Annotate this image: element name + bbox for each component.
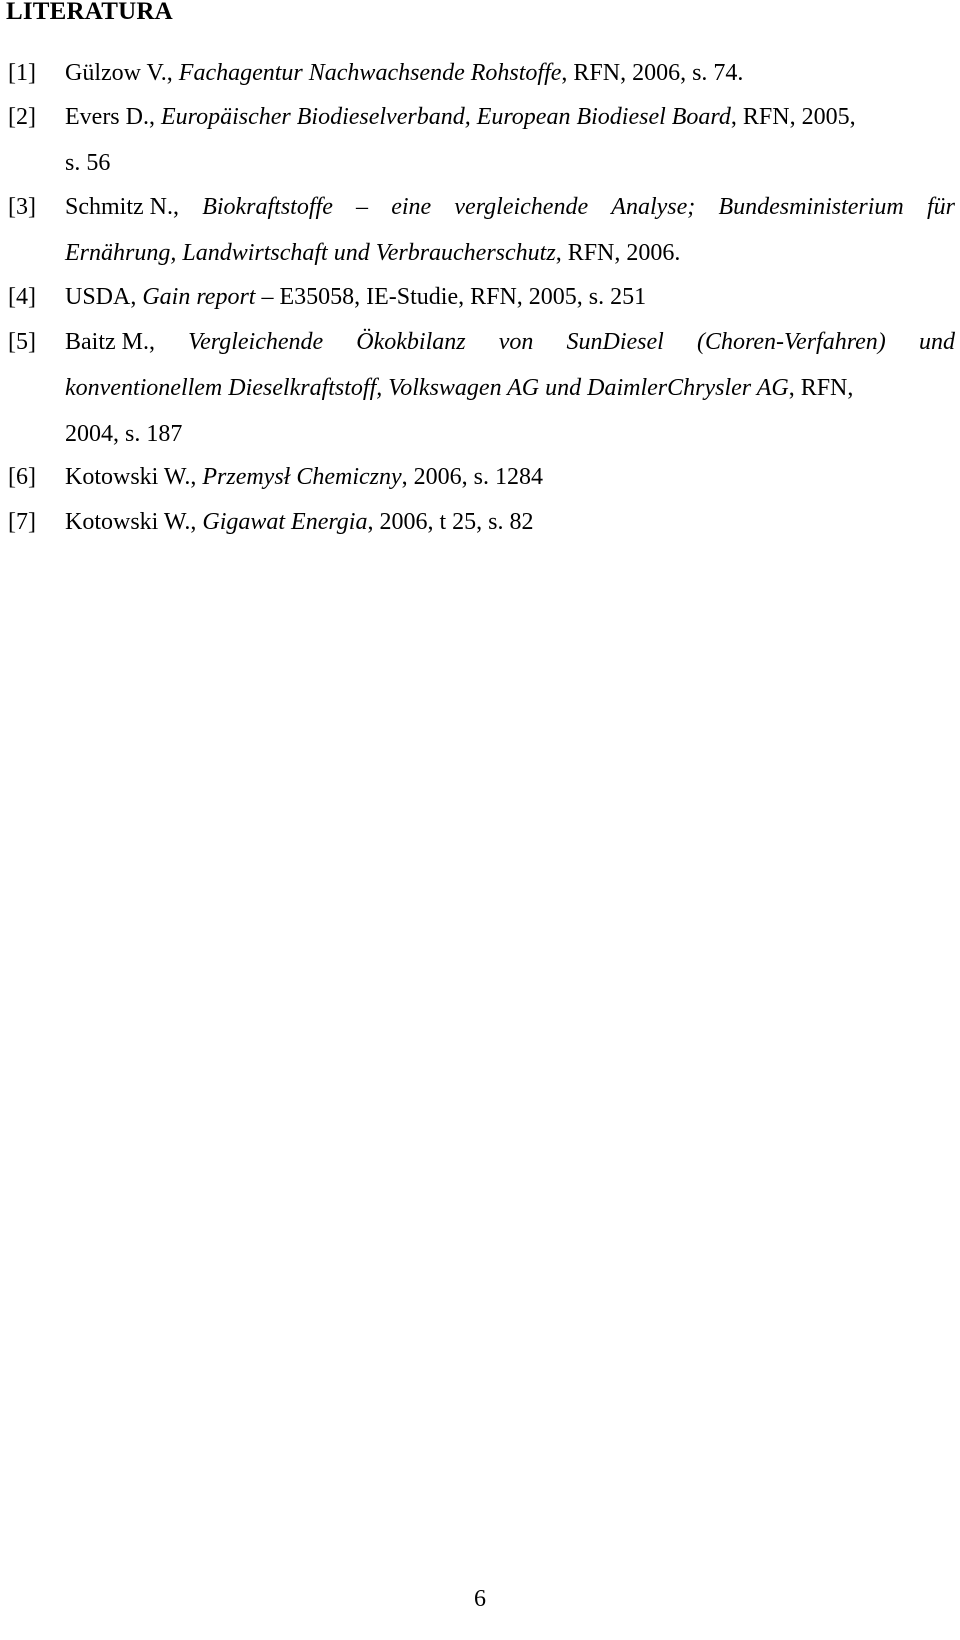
reference-title-word: von (498, 329, 534, 355)
reference-details: , RFN, 2006. (555, 240, 681, 266)
reference-author: Gülzow V., (65, 60, 173, 86)
reference-details: , RFN, 2005, (730, 104, 856, 130)
reference-title-word: eine (391, 194, 432, 220)
reference-body (65, 454, 955, 500)
reference-title-word: Ökokbilanz (356, 329, 466, 355)
reference-title: Fachagentur Nachwachsende Rohstoffe (178, 60, 562, 86)
reference-title-word: Vergleichende (188, 329, 324, 355)
reference-title-word: (Choren-Verfahren) (696, 329, 886, 355)
reference-number: [5] (8, 329, 36, 355)
reference-details: , 2006, t 25, s. 82 (367, 509, 534, 535)
reference-author: Baitz M., (65, 329, 155, 355)
reference-title: Gigawat Energia (202, 509, 368, 535)
reference-details: , RFN, (788, 375, 854, 401)
reference-title: Europäischer Biodieselverband, European Biodiesel Board (160, 104, 731, 130)
reference-title-word: und (918, 329, 955, 355)
reference-author: USDA, (65, 284, 137, 310)
page-heading: LITERATURA (6, 0, 173, 25)
reference-continuation: s. 56 (65, 150, 111, 176)
reference-title-word: Biokraftstoffe (202, 194, 333, 220)
reference-number: [7] (8, 509, 36, 535)
reference-details: , 2006, s. 1284 (401, 464, 543, 490)
reference-body (65, 499, 955, 545)
reference-number: [6] (8, 464, 36, 490)
reference-details: – E35058, IE-Studie, RFN, 2005, s. 251 (255, 284, 647, 310)
reference-title-word: Analyse; (611, 194, 696, 220)
reference-author: Kotowski W., (65, 464, 197, 490)
reference-continuation: 2004, s. 187 (65, 421, 183, 447)
reference-title-word: für (926, 194, 955, 220)
reference-author: Evers D., (65, 104, 155, 130)
reference-number: [1] (8, 60, 36, 86)
reference-body (65, 94, 955, 186)
reference-title-word: Bundesministerium (718, 194, 904, 220)
reference-body (65, 274, 955, 320)
reference-title: Ernährung, Landwirtschaft und Verbraucherschutz (65, 240, 556, 266)
reference-title: Gain report (142, 284, 256, 310)
reference-title: konventionellem Dieselkraftstoff, Volkswagen AG und DaimlerChrysler AG (65, 375, 789, 401)
page-number: 6 (474, 1586, 486, 1612)
reference-body (65, 50, 955, 96)
reference-author: Kotowski W., (65, 509, 197, 535)
reference-title-word: – (356, 194, 369, 220)
reference-body (65, 184, 955, 276)
reference-title-word: SunDiesel (566, 329, 664, 355)
reference-body (65, 319, 955, 457)
reference-details: , RFN, 2006, s. 74. (561, 60, 744, 86)
reference-number: [3] (8, 194, 36, 220)
reference-number: [2] (8, 104, 36, 130)
reference-title: Przemysł Chemiczny (202, 464, 402, 490)
reference-author: Schmitz N., (65, 194, 179, 220)
reference-title-word: vergleichende (454, 194, 589, 220)
reference-number: [4] (8, 284, 36, 310)
